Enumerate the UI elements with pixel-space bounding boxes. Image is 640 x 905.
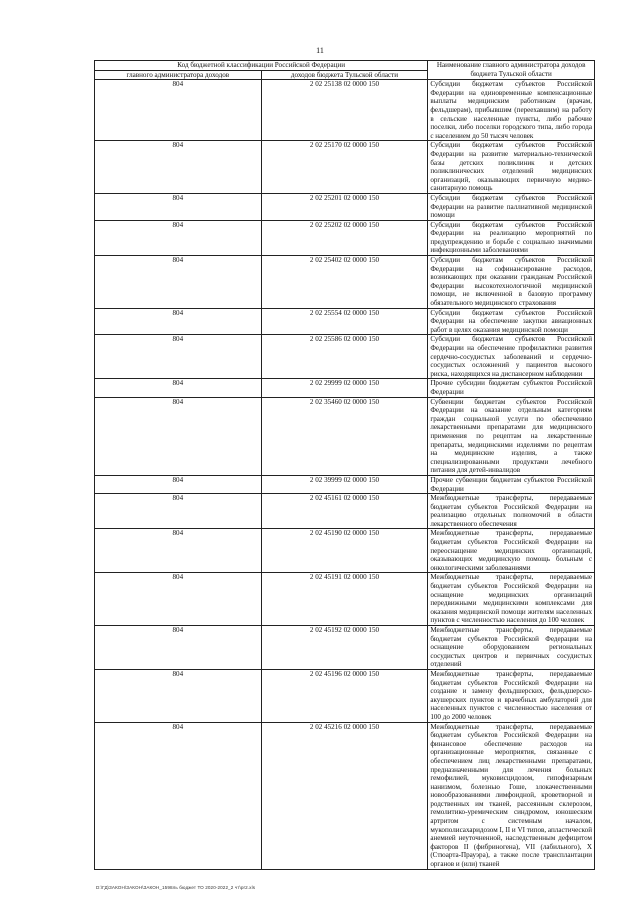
row-revenue-code: 2 02 45191 02 0000 150 <box>261 573 428 626</box>
row-admin-code: 804 <box>95 529 262 573</box>
row-name: Субсидии бюджетам субъектов Российской Федерации на развитие паллиативной медицинской помощи <box>428 193 595 220</box>
header-admin: главного администратора доходов <box>95 70 262 80</box>
row-name: Межбюджетные трансферты, передаваемые бюджетам субъектов Российской Федерации на реализацию отдельных полномочий в области лекарственного обеспечения <box>428 494 595 529</box>
row-revenue-code: 2 02 45196 02 0000 150 <box>261 669 428 722</box>
table-row <box>95 669 595 722</box>
row-admin-code: 804 <box>95 722 262 869</box>
table-row <box>95 220 595 255</box>
page-number: 11 <box>316 46 324 55</box>
row-revenue-code: 2 02 25170 02 0000 150 <box>261 141 428 194</box>
header-budget-code: Код бюджетной классификации Российской Федерации <box>95 61 428 71</box>
row-revenue-code: 2 02 25201 02 0000 150 <box>261 193 428 220</box>
table-row <box>95 80 595 141</box>
row-revenue-code: 2 02 45192 02 0000 150 <box>261 626 428 670</box>
row-admin-code: 804 <box>95 80 262 141</box>
row-admin-code: 804 <box>95 494 262 529</box>
row-revenue-code: 2 02 25402 02 0000 150 <box>261 256 428 309</box>
row-name: Прочие субсидии бюджетам субъектов Российской Федерации <box>428 379 595 397</box>
row-admin-code: 804 <box>95 220 262 255</box>
table-row <box>95 626 595 670</box>
row-revenue-code: 2 02 25586 02 0000 150 <box>261 335 428 379</box>
row-name: Межбюджетные трансферты, передаваемые бюджетам субъектов Российской Федерации на оснащение оборудованием региональных сосудистых центров и первичных сосудистых отделений <box>428 626 595 670</box>
table-row <box>95 308 595 335</box>
header-name: Наименование главного администратора доходов бюджета Тульской области <box>428 61 595 80</box>
row-name: Субсидии бюджетам субъектов Российской Федерации на обеспечение закупки авиационных работ в целях оказания медицинской помощи <box>428 308 595 335</box>
row-name: Межбюджетные трансферты, передаваемые бюджетам субъектов Российской Федерации на оснащение медицинских организаций передвижными медицинскими комплексами для оказания медицинской помощи жителям населенных пунктов с численностью населения до 100 человек <box>428 573 595 626</box>
row-admin-code: 804 <box>95 669 262 722</box>
row-revenue-code: 2 02 45190 02 0000 150 <box>261 529 428 573</box>
table-header-row <box>95 61 595 71</box>
row-admin-code: 804 <box>95 379 262 397</box>
row-name: Межбюджетные трансферты, передаваемые бюджетам субъектов Российской Федерации на создание и замену фельдшерских, фельдшерско-акушерских пунктов и врачебных амбулаторий для населенных пунктов с численностью населения от 100 до 2000 человек <box>428 669 595 722</box>
row-name: Субсидии бюджетам субъектов Российской Федерации на софинансирование расходов, возникающих при оказании гражданам Российской Федерации высокотехнологичной медицинской помощи, не включенной в базовую программу обязательного медицинского страхования <box>428 256 595 309</box>
table-row <box>95 494 595 529</box>
row-revenue-code: 2 02 39999 02 0000 150 <box>261 475 428 493</box>
table-row <box>95 141 595 194</box>
row-name: Субсидии бюджетам субъектов Российской Федерации на единовременные компенсационные выплаты медицинским работникам (врачам, фельдшерам), прибывшим (переехавшим) на работу в сельские населенные пункты, либо рабочие поселки, либо поселки городского типа, либо города с населением до 50 тысяч человек <box>428 80 595 141</box>
table-row <box>95 475 595 493</box>
row-admin-code: 804 <box>95 626 262 670</box>
row-revenue-code: 2 02 35460 02 0000 150 <box>261 397 428 475</box>
row-admin-code: 804 <box>95 475 262 493</box>
budget-classification-table <box>94 60 595 870</box>
row-revenue-code: 2 02 45216 02 0000 150 <box>261 722 428 869</box>
row-admin-code: 804 <box>95 573 262 626</box>
table-body <box>95 80 595 869</box>
row-admin-code: 804 <box>95 308 262 335</box>
table-row <box>95 722 595 869</box>
table-row <box>95 573 595 626</box>
row-admin-code: 804 <box>95 256 262 309</box>
row-name: Субсидии бюджетам субъектов Российской Федерации на развитие материально-технической базы детских поликлиник и детских поликлинических отделений медицинских организаций, оказывающих первичную медико-санитарную помощь <box>428 141 595 194</box>
row-revenue-code: 2 02 25554 02 0000 150 <box>261 308 428 335</box>
table-row <box>95 193 595 220</box>
row-admin-code: 804 <box>95 335 262 379</box>
row-name: Субсидии бюджетам субъектов Российской Федерации на реализацию мероприятий по предупреждению и борьбе с социально значимыми инфекционными заболеваниями <box>428 220 595 255</box>
row-name: Субсидии бюджетам субъектов Российской Федерации на обеспечение профилактики развития сердечно-сосудистых заболеваний и сердечно-сосудистых осложнений у пациентов высокого риска, находящихся на диспансерном наблюдении <box>428 335 595 379</box>
table-row <box>95 397 595 475</box>
row-revenue-code: 2 02 29999 02 0000 150 <box>261 379 428 397</box>
row-name: Прочие субвенции бюджетам субъектов Российской Федерации <box>428 475 595 493</box>
row-admin-code: 804 <box>95 141 262 194</box>
row-name: Межбюджетные трансферты, передаваемые бюджетам субъектов Российской Федерации на переоснащение медицинских организаций, оказывающих медицинскую помощь больным с онкологическими заболеваниями <box>428 529 595 573</box>
table-row <box>95 379 595 397</box>
row-admin-code: 804 <box>95 397 262 475</box>
row-name: Межбюджетные трансферты, передаваемые бюджетам субъектов Российской Федерации на финансовое обеспечение расходов на организационные мероприятия, связанные с обеспечением лиц лекарственными препаратами, предназначенными для лечения больных гемофилией, муковисцидозом, гипофизарным нанизмом, болезнью Гоше, злокачественными новообразованиями лимфоидной, кроветворной и родственных им тканей, рассеянным склерозом, гемолитико-уремическим синдромом, юношеским артритом с системным началом, мукополисахаридозом I, II и VI типов, апластической анемией неуточненной, наследственным дефицитом факторов II (фибриногена), VII (лабильного), X (Стюарта-Прауэра), а также после трансплантации органов и (или) тканей <box>428 722 595 869</box>
table-row <box>95 529 595 573</box>
row-revenue-code: 2 02 45161 02 0000 150 <box>261 494 428 529</box>
header-revenue: доходов бюджета Тульской области <box>261 70 428 80</box>
row-name: Субвенции бюджетам субъектов Российской Федерации на оказание отдельным категориям граждан социальной услуги по обеспечению лекарственными препаратами для медицинского применения по рецептам на лекарственные препараты, медицинскими изделиями по рецептам на медицинские изделия, а также специализированными продуктами лечебного питания для детей-инвалидов <box>428 397 595 475</box>
row-revenue-code: 2 02 25202 02 0000 150 <box>261 220 428 255</box>
row-revenue-code: 2 02 25138 02 0000 150 <box>261 80 428 141</box>
file-path-footer: D:\ГД\ЗАКОН\ЗАКОН\ЗАКОН_1598ль бюджет ТО 2020-2022_2 чт\pr2.xls <box>96 885 256 890</box>
table-row <box>95 335 595 379</box>
row-admin-code: 804 <box>95 193 262 220</box>
table-row <box>95 256 595 309</box>
